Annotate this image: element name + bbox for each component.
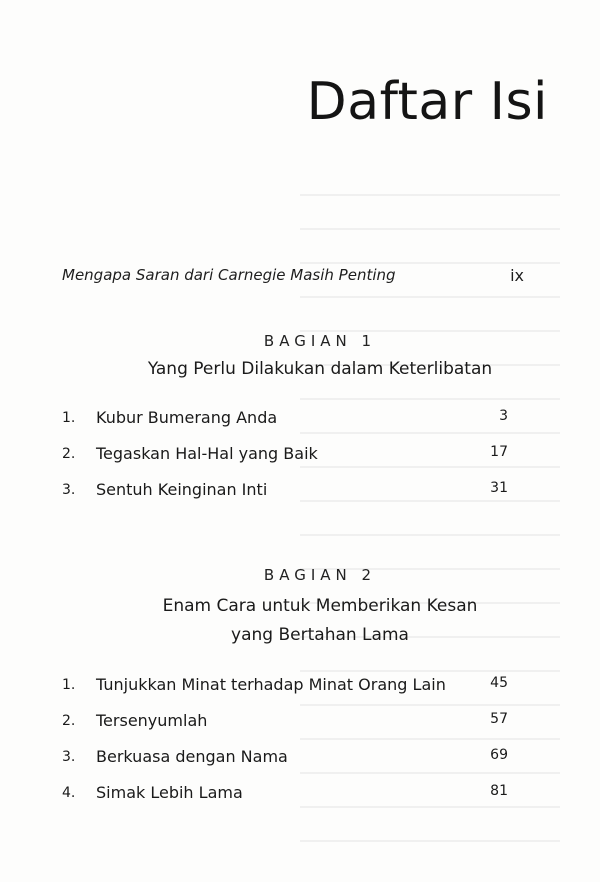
chapter-title: Tunjukkan Minat terhadap Minat Orang Lain [96,675,446,694]
preface-page-number: ix [510,266,524,285]
part-1-label: BAGIAN 1 [263,332,377,350]
chapter-number: 1. [62,677,76,693]
toc-entry [62,480,508,506]
part-2-title-line-2: yang Bertahan Lama [231,625,409,645]
page-title: Daftar Isi [306,72,548,132]
chapter-page-number: 17 [490,444,508,460]
toc-entry [62,444,508,470]
chapter-title: Sentuh Keinginan Inti [96,480,268,499]
preface-entry [62,266,524,284]
toc-entry [62,783,508,809]
toc-entry [62,675,508,701]
chapter-number: 1. [62,410,76,426]
chapter-page-number: 45 [490,675,508,691]
chapter-number: 2. [62,713,76,729]
part-2-label: BAGIAN 2 [263,566,377,584]
chapter-page-number: 57 [490,711,508,727]
chapter-number: 2. [62,446,76,462]
chapter-number: 3. [62,482,76,498]
part-2-title-line-1: Enam Cara untuk Memberikan Kesan [162,596,478,616]
chapter-page-number: 31 [490,480,508,496]
chapter-page-number: 69 [490,747,508,763]
chapter-page-number: 81 [490,783,508,799]
chapter-title: Tersenyumlah [96,711,208,730]
toc-entry [62,747,508,773]
chapter-title: Berkuasa dengan Nama [96,747,288,766]
preface-title: Mengapa Saran dari Carnegie Masih Penting [62,266,396,284]
part-1-title: Yang Perlu Dilakukan dalam Keterlibatan [147,359,493,379]
chapter-title: Kubur Bumerang Anda [96,408,278,427]
chapter-title: Simak Lebih Lama [96,783,243,802]
chapter-number: 3. [62,749,76,765]
toc-entry [62,711,508,737]
toc-entry [62,408,508,434]
chapter-number: 4. [62,785,76,801]
chapter-title: Tegaskan Hal-Hal yang Baik [96,444,318,463]
chapter-page-number: 3 [499,408,508,424]
